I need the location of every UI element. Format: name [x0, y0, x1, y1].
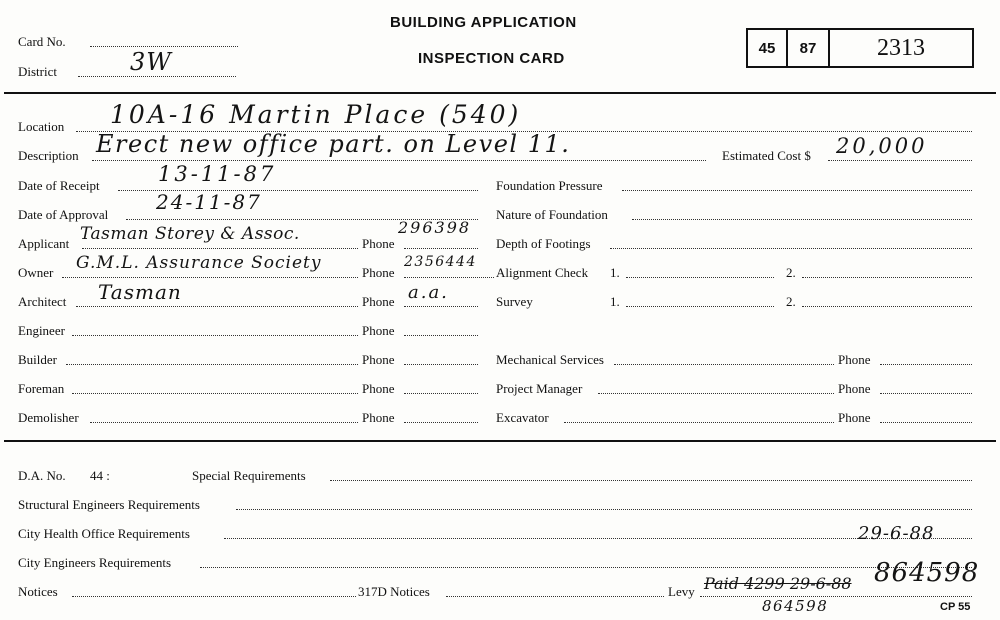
- nature-foundation-line: [632, 219, 972, 220]
- applicant-label: Applicant: [18, 236, 70, 251]
- demolisher-line: [90, 422, 358, 423]
- date-receipt-value: 13-11-87: [158, 162, 277, 186]
- project-manager-phone-label: Phone: [838, 381, 871, 396]
- number-box-2: [786, 28, 830, 68]
- owner-label: Owner: [18, 265, 54, 280]
- special-requirements-label: Special Requirements: [192, 468, 306, 483]
- engineer-phone-line: [404, 335, 478, 336]
- demolisher-label: Demolisher: [18, 410, 79, 425]
- alignment-2-label: 2.: [786, 265, 796, 280]
- mechanical-label: Mechanical Services: [496, 352, 604, 367]
- applicant-phone-label: Phone: [362, 236, 395, 251]
- date-approval-value: 24-11-87: [156, 190, 262, 214]
- number-box-3-text: 2313: [877, 34, 925, 61]
- location-value: 10A-16 Martin Place (540): [110, 100, 522, 129]
- architect-phone-label: Phone: [362, 294, 395, 309]
- notices-317d-label: 317D Notices: [358, 584, 430, 599]
- survey-label: Survey: [496, 294, 533, 309]
- title-line2: INSPECTION CARD: [418, 50, 565, 67]
- owner-phone-value: 2356444: [404, 254, 477, 270]
- district-value: 3W: [130, 48, 172, 76]
- mechanical-phone-line: [880, 364, 972, 365]
- foundation-pressure-line: [622, 190, 972, 191]
- description-line: [92, 160, 706, 161]
- applicant-value: Tasman Storey & Assoc.: [80, 224, 300, 244]
- levy-value: Paid 4299 29-6-88: [704, 574, 852, 593]
- district-line: [78, 76, 236, 77]
- number-box-1: [746, 28, 788, 68]
- description-label: Description: [18, 148, 79, 163]
- number-box-2-text: 87: [799, 39, 817, 57]
- city-engineers-line: [200, 567, 972, 568]
- mechanical-phone-label: Phone: [838, 352, 871, 367]
- excavator-line: [564, 422, 834, 423]
- date-approval-label: Date of Approval: [18, 207, 109, 222]
- number-box-1-text: 45: [758, 39, 776, 57]
- architect-line: [76, 306, 358, 307]
- foreman-label: Foreman: [18, 381, 65, 396]
- foundation-pressure-label: Foundation Pressure: [496, 178, 603, 193]
- owner-value: G.M.L. Assurance Society: [76, 253, 322, 273]
- notices-label: Notices: [18, 584, 58, 599]
- engineer-label: Engineer: [18, 323, 65, 338]
- alignment-2-line: [802, 277, 972, 278]
- owner-phone-label: Phone: [362, 265, 395, 280]
- applicant-phone-value: 296398: [398, 218, 472, 237]
- foreman-phone-line: [404, 393, 478, 394]
- builder-label: Builder: [18, 352, 57, 367]
- district-label: District: [18, 64, 57, 79]
- project-manager-label: Project Manager: [496, 381, 583, 396]
- mechanical-line: [614, 364, 834, 365]
- number-box-3: [828, 28, 974, 68]
- foreman-line: [72, 393, 358, 394]
- survey-2-label: 2.: [786, 294, 796, 309]
- estimated-cost-value: 20,000: [836, 134, 928, 158]
- notices-317d-line: [446, 596, 664, 597]
- depth-footings-line: [610, 248, 972, 249]
- excavator-phone-line: [880, 422, 972, 423]
- estimated-cost-line: [828, 160, 972, 161]
- depth-footings-label: Depth of Footings: [496, 236, 591, 251]
- builder-phone-label: Phone: [362, 352, 395, 367]
- levy-date-above: 29-6-88: [858, 523, 935, 544]
- builder-line: [66, 364, 358, 365]
- architect-phone-line: [404, 306, 478, 307]
- applicant-line: [82, 248, 358, 249]
- date-receipt-label: Date of Receipt: [18, 178, 100, 193]
- survey-1-line: [626, 306, 774, 307]
- owner-phone-line: [404, 277, 494, 278]
- levy-line: [700, 596, 972, 597]
- estimated-cost-label: Estimated Cost $: [722, 148, 811, 163]
- architect-label: Architect: [18, 294, 67, 309]
- middle-rule: [4, 440, 996, 442]
- da-no-label: D.A. No.: [18, 468, 66, 483]
- levy-receipt: 864598: [762, 597, 829, 615]
- architect-value: Tasman: [98, 280, 182, 304]
- header-rule: [4, 92, 996, 94]
- form-code: CP 55: [940, 601, 971, 613]
- project-manager-line: [598, 393, 834, 394]
- health-requirements-label: City Health Office Requirements: [18, 526, 190, 541]
- description-value: Erect new office part. on Level 11.: [96, 130, 571, 158]
- levy-receipt-large: 864598: [874, 558, 980, 588]
- foreman-phone-label: Phone: [362, 381, 395, 396]
- alignment-check-label: Alignment Check: [496, 265, 589, 280]
- survey-2-line: [802, 306, 972, 307]
- survey-1-label: 1.: [610, 294, 620, 309]
- builder-phone-line: [404, 364, 478, 365]
- project-manager-phone-line: [880, 393, 972, 394]
- structural-requirements-line: [236, 509, 972, 510]
- demolisher-phone-label: Phone: [362, 410, 395, 425]
- special-requirements-line: [330, 480, 972, 481]
- alignment-1-label: 1.: [610, 265, 620, 280]
- city-engineers-label: City Engineers Requirements: [18, 555, 172, 570]
- architect-phone-value: a.a.: [408, 282, 449, 303]
- card-no-label: Card No.: [18, 34, 66, 49]
- excavator-phone-label: Phone: [838, 410, 871, 425]
- engineer-phone-label: Phone: [362, 323, 395, 338]
- owner-line: [62, 277, 358, 278]
- nature-foundation-label: Nature of Foundation: [496, 207, 608, 222]
- demolisher-phone-line: [404, 422, 478, 423]
- card-no-line: [90, 46, 238, 47]
- excavator-label: Excavator: [496, 410, 549, 425]
- notices-line: [72, 596, 356, 597]
- applicant-phone-line: [404, 248, 478, 249]
- engineer-line: [72, 335, 358, 336]
- structural-requirements-label: Structural Engineers Requirements: [18, 497, 200, 512]
- da-no-value: 44 :: [90, 468, 110, 483]
- alignment-1-line: [626, 277, 774, 278]
- levy-label: Levy: [668, 584, 695, 599]
- location-label: Location: [18, 119, 65, 134]
- title-line1: BUILDING APPLICATION: [390, 14, 577, 31]
